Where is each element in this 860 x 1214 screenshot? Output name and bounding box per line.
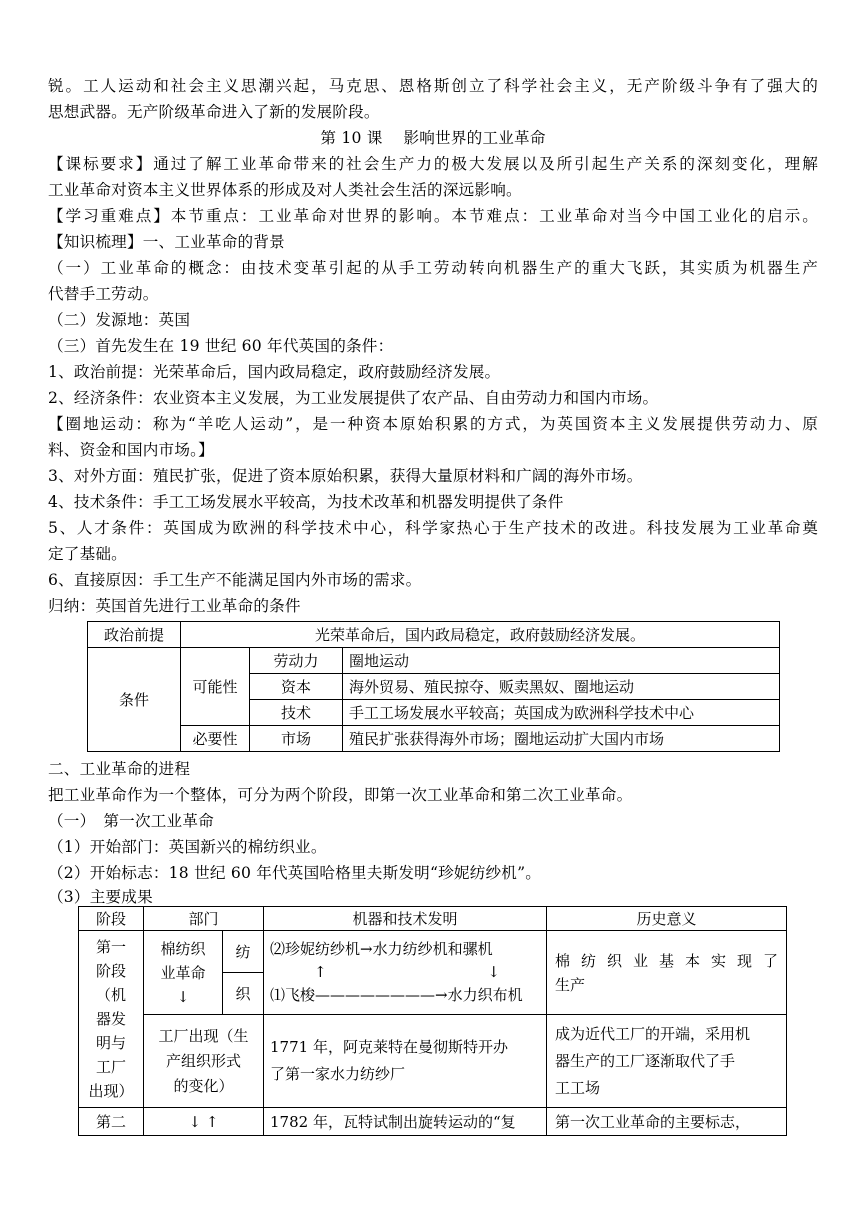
stage-text: 明与 xyxy=(95,1034,126,1052)
invention-text: ⑵珍妮纺纱机→水力纺纱机和骡机 xyxy=(270,940,493,958)
meaning-cell xyxy=(547,931,787,1015)
weave-cell: 织 xyxy=(223,973,264,1015)
factory-cell xyxy=(144,1015,264,1108)
text-line: （一）工业革命的概念：由技术变革引起的从手工劳动转向机器生产的重大飞跃，其实质为机器生产 xyxy=(48,259,818,277)
dept-cell xyxy=(144,931,223,1015)
text-line: 2、经济条件：农业资本主义发展，为工业发展提供了农产品、自由劳动力和国内市场。 xyxy=(48,389,659,407)
factory-invention-text: 1771 年，阿克莱特在曼彻斯特开办 xyxy=(270,1038,508,1056)
table-header: 历史意义 xyxy=(547,907,787,931)
section-heading: 二、工业革命的进程 xyxy=(48,760,191,778)
table-cell: 资本 xyxy=(250,674,343,700)
factory-text: 产组织形式 xyxy=(165,1051,241,1070)
factory-text: 的变化） xyxy=(173,1076,234,1095)
stage-cell: 第二 xyxy=(79,1108,144,1136)
invention-arrows xyxy=(270,961,540,984)
text-line: 工业革命对资本主义世界体系的形成及对人类社会生活的深远影响。 xyxy=(48,181,522,199)
text-line: 6、直接原因：手工生产不能满足国内外市场的需求。 xyxy=(48,571,422,589)
table-cell: 技术 xyxy=(250,700,343,726)
text-line: （3）主要成果 xyxy=(48,888,153,906)
invention-cell: 1782 年，瓦特试制出旋转运动的“复 xyxy=(264,1108,547,1136)
meaning-text: 生产 xyxy=(555,975,586,994)
section-heading: 【知识梳理】一、工业革命的背景 xyxy=(48,233,285,251)
table-header: 阶段 xyxy=(79,907,144,931)
text-line: 1、政治前提：光荣革命后，国内政局稳定，政府鼓励经济发展。 xyxy=(48,363,501,381)
text-line: 【圈地运动：称为“羊吃人运动”，是一种资本原始积累的方式，为英国资本主义发展提供劳动力、原 xyxy=(48,415,818,433)
table-cell: 劳动力 xyxy=(250,648,343,674)
lesson-title: 第 10 课 影响世界的工业革命 xyxy=(320,129,546,147)
table-cell: 条件 xyxy=(88,648,181,752)
factory-meaning-text: 成为近代工厂的开端，采用机 xyxy=(555,1024,751,1043)
text-line: （2）开始标志：18 世纪 60 年代英国哈格里夫斯发明“珍妮纺纱机”。 xyxy=(48,864,542,882)
factory-invention-cell xyxy=(264,1015,547,1108)
intro-line-1: 锐。工人运动和社会主义思潮兴起，马克思、恩格斯创立了科学社会主义，无产阶级斗争有了强大的 xyxy=(48,77,818,95)
factory-text: 工厂出现（生 xyxy=(158,1026,249,1045)
intro-line-2: 思想武器。无产阶级革命进入了新的发展阶段。 xyxy=(48,103,380,121)
stage-text: 出现） xyxy=(88,1082,134,1100)
meaning-cell: 第一次工业革命的主要标志， xyxy=(547,1108,787,1136)
up-arrow-icon: ↑ xyxy=(314,963,327,981)
dept-text: 棉纺织 xyxy=(160,939,206,958)
stage-text: 工厂 xyxy=(95,1058,126,1076)
table-cell: 可能性 xyxy=(181,648,250,726)
achievements-table xyxy=(78,906,787,1136)
text-line: 料、资金和国内市场。】 xyxy=(48,441,214,459)
table-cell: 圈地运动 xyxy=(343,648,780,674)
factory-meaning-cell xyxy=(547,1015,787,1108)
dept-text: ↓ xyxy=(176,987,190,1006)
text-line: 代替手工劳动。 xyxy=(48,285,159,303)
table-header: 机器和技术发明 xyxy=(264,907,547,931)
stage-text: （机 xyxy=(95,986,126,1004)
spin-cell: 纺 xyxy=(223,931,264,973)
invention-cell xyxy=(264,931,547,1015)
text-line: 归纳：英国首先进行工业革命的条件 xyxy=(48,597,301,615)
factory-meaning-text: 工工场 xyxy=(555,1078,601,1097)
table-cell: 手工工场发展水平较高；英国成为欧洲科学技术中心 xyxy=(343,700,780,726)
text-line: 4、技术条件：手工工场发展水平较高，为技术改革和机器发明提供了条件 xyxy=(48,493,564,511)
text-line: 【学习重难点】本节重点：工业革命对世界的影响。本节难点：工业革命对当今中国工业化的启示。 xyxy=(48,207,818,225)
text-line: 5、人才条件：英国成为欧洲的科学技术中心，科学家热心于生产技术的改进。科技发展为工业革命奠 xyxy=(48,519,818,537)
table-cell: 政治前提 xyxy=(88,622,181,648)
meaning-text: 棉 纺 织 业 基 本 实 现 了 xyxy=(555,951,778,970)
text-line: 把工业革命作为一个整体，可分为两个阶段，即第一次工业革命和第二次工业革命。 xyxy=(48,786,633,804)
table-cell: 光荣革命后，国内政局稳定，政府鼓励经济发展。 xyxy=(181,622,780,648)
stage-text: 器发 xyxy=(95,1010,126,1028)
stage-cell xyxy=(79,931,144,1108)
dept-cell: ↓ ↑ xyxy=(144,1108,264,1136)
stage-text: 阶段 xyxy=(95,962,126,980)
text-line: 定了基础。 xyxy=(48,545,127,563)
stage-text: 第一 xyxy=(95,938,126,956)
conditions-table xyxy=(87,621,780,752)
text-line: （一） 第一次工业革命 xyxy=(48,812,214,830)
text-line: 【课标要求】通过了解工业革命带来的社会生产力的极大发展以及所引起生产关系的深刻变化，理解 xyxy=(48,155,818,173)
table-header: 部门 xyxy=(144,907,264,931)
invention-text: ⑴飞梭————————→水力织布机 xyxy=(270,986,523,1004)
down-arrow-icon: ↓ xyxy=(487,963,500,981)
table-cell: 市场 xyxy=(250,726,343,752)
text-line: （1）开始部门：英国新兴的棉纺织业。 xyxy=(48,838,327,856)
table-cell: 海外贸易、殖民掠夺、贩卖黑奴、圈地运动 xyxy=(343,674,780,700)
text-line: 3、对外方面：殖民扩张，促进了资本原始积累，获得大量原材料和广阔的海外市场。 xyxy=(48,467,643,485)
table-cell: 殖民扩张获得海外市场；圈地运动扩大国内市场 xyxy=(343,726,780,752)
text-line: （二）发源地：英国 xyxy=(48,311,191,329)
factory-meaning-text: 器生产的工厂逐渐取代了手 xyxy=(555,1051,736,1070)
table-cell: 必要性 xyxy=(181,726,250,752)
factory-invention-text: 了第一家水力纺纱厂 xyxy=(270,1065,406,1083)
dept-text: 业革命 xyxy=(160,963,206,982)
text-line: （三）首先发生在 19 世纪 60 年代英国的条件： xyxy=(48,337,394,355)
